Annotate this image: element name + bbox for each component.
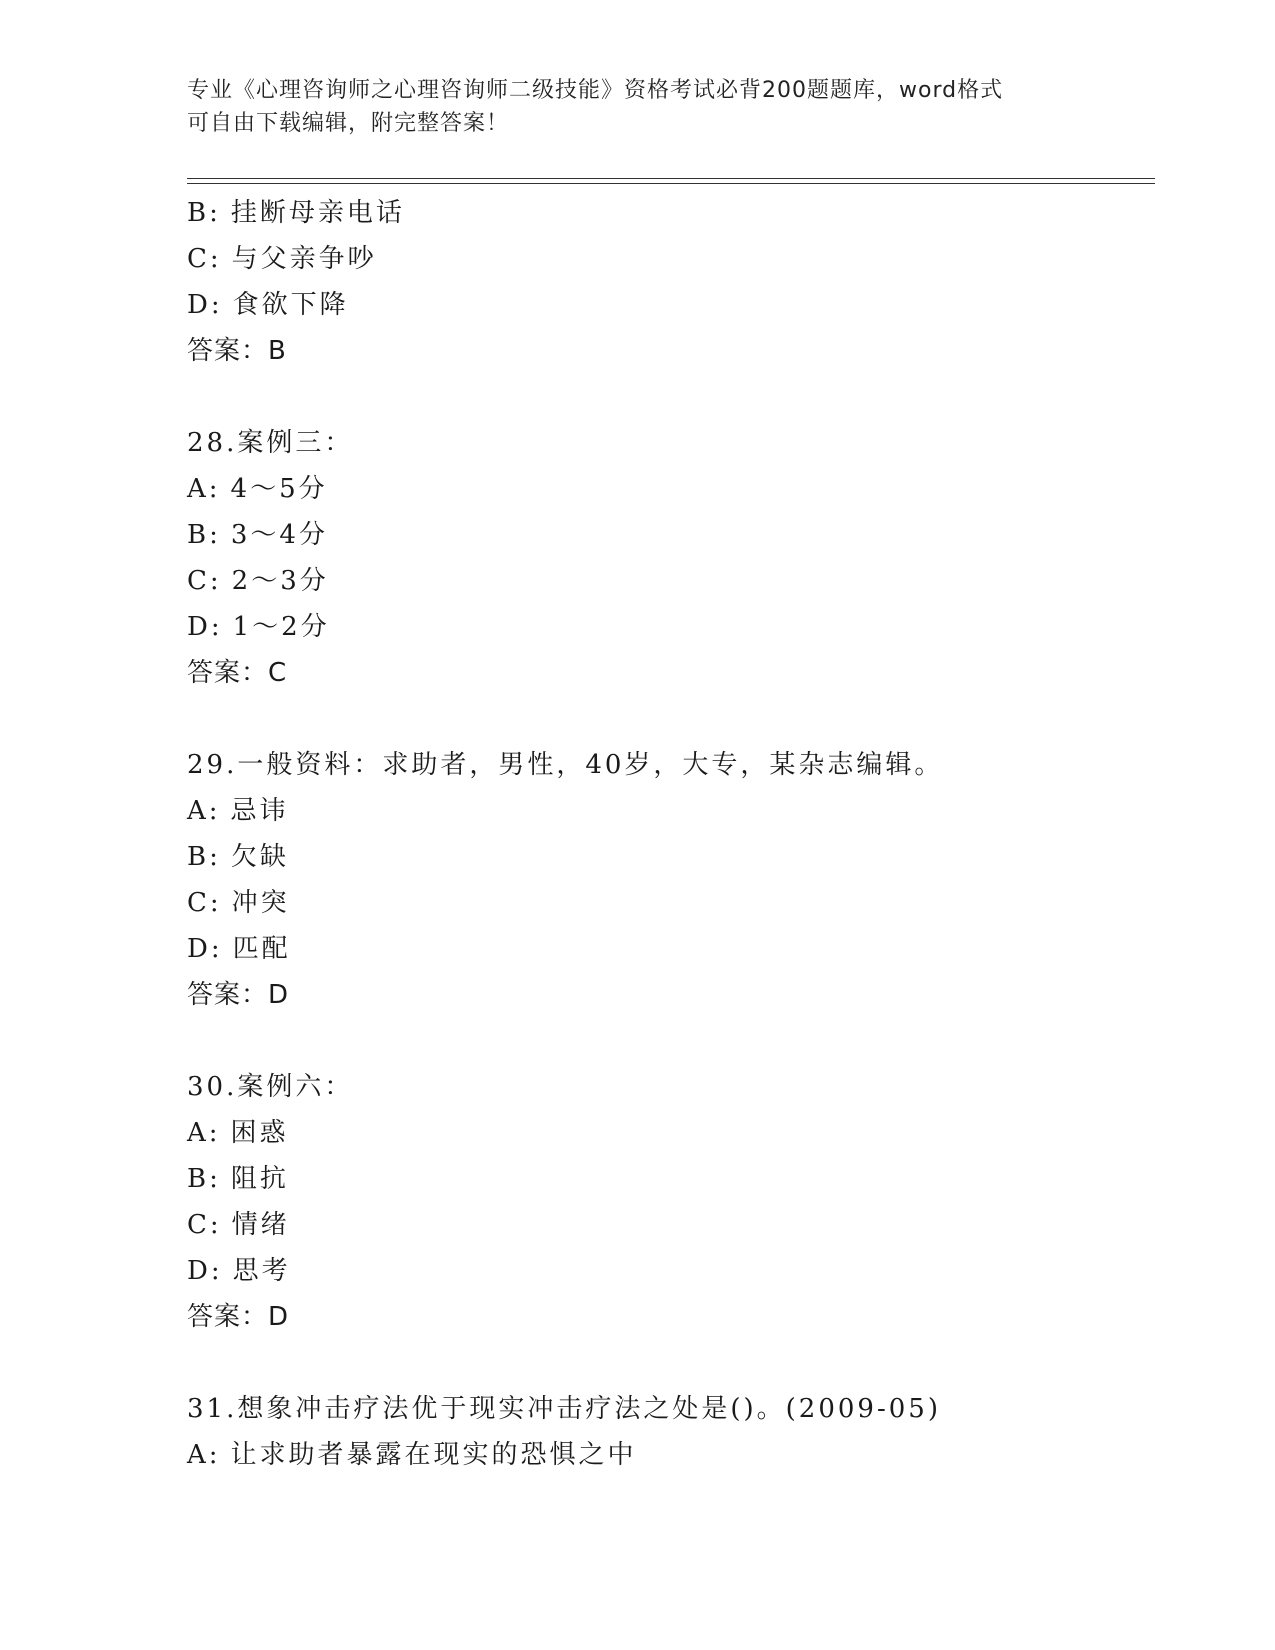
- option-prefix: A:: [187, 796, 221, 826]
- spacer: [187, 696, 1155, 742]
- option-prefix: D:: [187, 1256, 223, 1286]
- option-prefix: C:: [187, 244, 222, 274]
- question-title: 31.想象冲击疗法优于现实冲击疗法之处是()。(2009-05): [187, 1394, 941, 1424]
- option-c: [187, 880, 1155, 926]
- document-header: [187, 74, 1067, 140]
- option-text: 挂断母亲电话: [230, 198, 405, 228]
- option-b: [187, 834, 1155, 880]
- option-a: [187, 1110, 1155, 1156]
- header-title-line-1: 专业《心理咨询师之心理咨询师二级技能》资格考试必背200题题库，word格式: [187, 78, 1004, 103]
- option-text: 食欲下降: [232, 290, 349, 320]
- option-text: 2～3分: [231, 566, 329, 596]
- question-title: 28.案例三：: [187, 428, 354, 458]
- option-text: 让求助者暴露在现实的恐惧之中: [230, 1440, 637, 1470]
- question-title: 29.一般资料：求助者，男性，40岁，大专，某杂志编辑。: [187, 750, 944, 780]
- option-b: [187, 512, 1155, 558]
- option-prefix: C:: [187, 888, 222, 918]
- answer-line: 答案：B: [187, 336, 287, 366]
- question-block-31: [187, 1386, 1155, 1478]
- option-a: [187, 1432, 1155, 1478]
- option-text: 冲突: [231, 888, 290, 918]
- option-prefix: A:: [187, 1440, 221, 1470]
- option-prefix: B:: [187, 1164, 221, 1194]
- spacer: [187, 374, 1155, 420]
- option-prefix: B:: [187, 520, 221, 550]
- question-block-29: [187, 742, 1155, 1018]
- option-c: [187, 558, 1155, 604]
- question-title: 30.案例六：: [187, 1072, 354, 1102]
- header-divider-top: [187, 178, 1155, 179]
- option-text: 4～5分: [230, 474, 328, 504]
- option-a: [187, 788, 1155, 834]
- option-c: [187, 1202, 1155, 1248]
- option-prefix: D:: [187, 290, 223, 320]
- option-prefix: C:: [187, 566, 222, 596]
- spacer: [187, 1340, 1155, 1386]
- spacer: [187, 1018, 1155, 1064]
- option-text: 思考: [232, 1256, 291, 1286]
- option-text: 困惑: [230, 1118, 289, 1148]
- option-prefix: C:: [187, 1210, 222, 1240]
- option-prefix: A:: [187, 1118, 221, 1148]
- answer-line: 答案：C: [187, 658, 288, 688]
- option-prefix: D:: [187, 612, 223, 642]
- answer-line: 答案：D: [187, 980, 290, 1010]
- option-prefix: A:: [187, 474, 221, 504]
- option-text: 忌讳: [230, 796, 289, 826]
- option-text: 阻抗: [230, 1164, 289, 1194]
- option-prefix: B:: [187, 198, 221, 228]
- option-b: [187, 1156, 1155, 1202]
- option-a: [187, 466, 1155, 512]
- option-c: [187, 236, 1155, 282]
- option-d: [187, 1248, 1155, 1294]
- option-d: [187, 282, 1155, 328]
- header-title-line-2: 可自由下载编辑，附完整答案！: [187, 111, 510, 136]
- question-block-27: [187, 190, 1155, 374]
- answer-line: 答案：D: [187, 1302, 290, 1332]
- option-d: [187, 926, 1155, 972]
- option-b: [187, 190, 1155, 236]
- option-text: 1～2分: [232, 612, 330, 642]
- option-prefix: B:: [187, 842, 221, 872]
- option-d: [187, 604, 1155, 650]
- question-list: [187, 190, 1155, 1478]
- option-text: 情绪: [231, 1210, 290, 1240]
- option-text: 3～4分: [230, 520, 328, 550]
- question-block-30: [187, 1064, 1155, 1340]
- question-block-28: [187, 420, 1155, 696]
- option-text: 欠缺: [230, 842, 289, 872]
- option-text: 与父亲争吵: [231, 244, 377, 274]
- option-text: 匹配: [232, 934, 291, 964]
- header-divider-bottom: [187, 183, 1155, 184]
- option-prefix: D:: [187, 934, 223, 964]
